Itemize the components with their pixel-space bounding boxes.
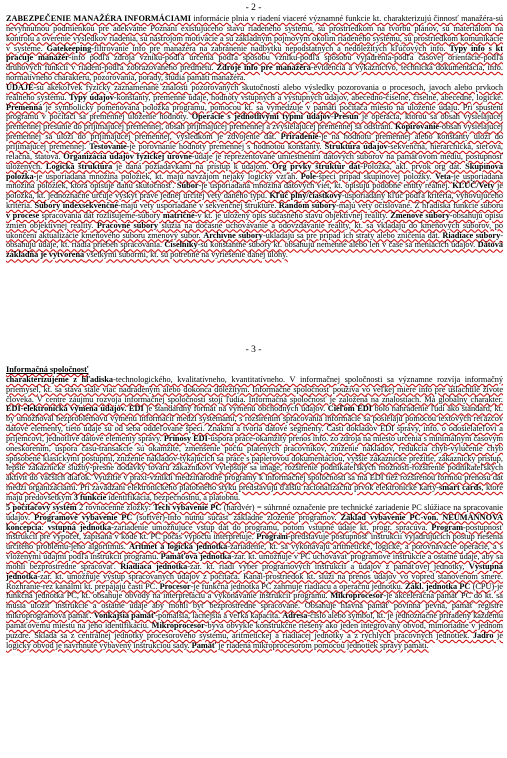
body-text: -filtrovanie info pre manažéra na zabránenie nadbytku nepodstatných a nedôležitých kľúčových info. — [91, 43, 450, 53]
body-text: - — [330, 112, 334, 122]
bold-term: Testovanie — [89, 141, 127, 151]
body-text: -ukladajú sa pre prípad ich straty alebo zničenia dát. — [262, 230, 443, 240]
body-text: -údaje je reprezentované umiestnením dátových súborov na pamäťovom médiu, postupnosť uložených. — [6, 151, 503, 171]
section-information-society — [6, 365, 503, 755]
body-text: identifikácia, bezpečnostnú, a platobnú. — [106, 492, 241, 502]
bold-term: Zdroje info pre manažéra — [216, 63, 311, 73]
body-text: -obsahujú údaje, kt. riadia priebeh spracovania. — [6, 230, 504, 250]
bold-term: ÚDAJE — [6, 82, 34, 92]
body-text: -číslo alebo symbol, kt. je jednoznačne priradený každému pamäťovému miestu na jeho identifikáciu. — [6, 611, 504, 630]
body-text: je symbolicky pomenovaná položka programu, pomocou kt. sa vymedzuje v pamäti počítača miesto na uloženie údaju. Pri spustení programu v počítači sa premennej uloženie hodnoty. — [6, 102, 503, 122]
body-text: bolo nahradenie ľudí ako štandard, kt. by umožňoval bezproblémovú výmenu informácií medzi systémami, s rozšírením spracovania informácie sa posielajú pomocou textových reťazcov dátové elementy, tieto údaje sú od seba oddeľované špeci. Znakmi a tvoria dátové segmenty. Častí dokladov EDI správy, info. o odosielateľovi a príjemcovi, jednotlivé dátové elementy správy. — [6, 404, 503, 443]
bold-term: Vonkajšia pamäť — [93, 611, 156, 621]
bold-term: Programové vybavenie PC — [34, 512, 133, 522]
body-text: -špeci prípad skupinovej položky. — [315, 171, 435, 181]
bold-term: Skupinová položka — [6, 161, 503, 181]
body-text: je riadená mikroprocesorom pomocou jednotiek správy pamätí. — [216, 640, 429, 650]
bold-term: matričné — [162, 210, 195, 220]
body-text: informácie plnia v riadení viaceré významné funkcie kt. charakterizujú činnosť manažéra-sú nevyhnutnou podmienkou pre adekvátne Poznaní existujúceho stavu riadeného systému, sú prostriedkom na tvorbu plánov, sú materiálom na kontrolu a overenie výsledkov riadenia, sú nástrojom motivácie a sú základným pojmovým okolím riadeného systému, sú prostriedkom komunikácie v systéme. — [6, 14, 503, 53]
body-text: -technologického, kvalitatívneho, kvantitatívneho. V informačnej spoločnosti sa významne rozvíja informačný priemysel, kt. sa stáva stále viac nadradeným alebo dokonca dôležitým. Informačné spoločnosť používa vo veľkej miere info pre ušlachtilé živote človeka. V centre záujmu rozvoja informačnej spoločnosti stojí ľudia. Informačná spoločnosť je založená na znalostiach. Má globálny charakter. — [6, 374, 503, 404]
body-text: -zariadenie umožňujúce vstup dát do programu, potom vstupné údaje kt. progr. spracúva. — [111, 522, 432, 532]
page-number-middle: - 3 - — [245, 345, 262, 355]
body-text: -majú vety očíslované. Z hľadiska funkcie súboru — [336, 201, 503, 211]
bold-term: Pole — [300, 171, 316, 181]
bold-term: Zákl. jednotka PC — [404, 581, 471, 591]
bold-term: Adresa — [282, 611, 308, 621]
bold-term: Dátová základňa je vytvorená — [6, 240, 503, 260]
bold-term: Typy info s kt pracuje manažér — [6, 43, 503, 63]
body-text: (softvér)-info nutnú súčasť základne zloženie programov. — [132, 512, 341, 522]
body-text: -v kt. je uložený opis súčasného stavu objektívnej reality. — [194, 210, 391, 220]
bold-term: vstupná jednotka — [47, 522, 112, 532]
body-text: -zar. kt. umožňuje v PC uchovávať programové inštrukcie a ostatné údaje, aby sa mohli bezprostredne spracovať. — [6, 552, 504, 571]
bold-term: Typy údajov — [69, 92, 114, 102]
paragraph-computer-system — [6, 503, 503, 651]
bold-term: Riadiace súbory — [442, 230, 501, 240]
body-text: -je funkčná jednotka PC zahrnuje riadiacu a operačnú jednotku. — [190, 581, 405, 591]
bold-term: Kopírovanie — [394, 122, 440, 132]
bold-term: Gatekeeping — [46, 43, 92, 53]
body-text: -úspora práce-okamžitý prenos info. zo zdroja na miesto určenia s minimálnym časovým oneskorením, úspora času-transakcie sú okamžité, zmenšenie počtu platených pracovníkov, zníženie nákladov, redukcia chýb-vylúčenie chýb spôsobené klasickými postupmi, zníženie nákladov-týkajúcich sa práce s papierovou dokumentáciou, vyššie zákaznícke prežitie, zákaznícky prístup, lepšie zákaznícke služby-presne dodávky tovaru zákazníkovi vylepšuje sa image, rozšírenie podnikateľských možností-rozšírenie podnikateľských aktivít do väčších diaľok. Využitie v praxi-vznikli medzinárodné programy k informačnej spoločnosti sa má EDI tiež rozšírenou formou prenosu dát medzi organizáciami. Pri zavádzaní elektronického platobného styku predstavujú ďalšiu racionalizačnú prvok elektronické karty- — [6, 433, 503, 493]
body-text: -postupnosť inštrukcií pre výpočet, zapísaná v kóde kt. PC počas výpočtu interpretuje. — [6, 522, 503, 542]
bold-term: Kľúč plný/čiastkový — [269, 191, 342, 201]
body-text: -zariadenie, kt. sa vykonávajú aritmetické, logické, a porovnávacie operácie, a s vloženými údajmi podľa inštrukcií programu. — [6, 542, 504, 562]
body-text: -je akceleračná pamäť PC do kt. sa musia uložiť inštrukcie a ostatné údaje aby mohli byť bezprostredne spracované. Obsahuje hlavná pamäť povinná pevná, pamäť registre mikroprogramová pamäť. — [6, 591, 503, 621]
body-text: je daná požiadavkami na prístup k údajom. — [112, 161, 273, 171]
body-text: -sú akékoľvek fyzicky zaznamenané znalosti pozorovaných skutočností alebo výsledky pozorovania o procesoch, javoch alebo prvkoch reálneho systému. — [6, 82, 503, 102]
body-text: -majú vety usporiadané v sekvenčnej štruktúre. — [118, 201, 279, 211]
body-text: -je usporiadaná množina položiek, kt. majú navzájom nejaký logický vzťah. — [33, 171, 301, 181]
page-number-top: - 2 - — [245, 3, 262, 13]
body-text: -Položka, akl. prvok org dát. — [360, 161, 466, 171]
bold-term: Organizácia údajov fyzickej úrovne — [63, 151, 192, 161]
body-text: všetkými súbormi, kt. sú potrebné na vyriešenie danej úlohy. — [84, 250, 288, 260]
body-text: je položka, kt. jednoznačne určuje výskyt práve jednej určitej vety daného typu. — [6, 181, 504, 201]
bold-term: Aritmet a logická jednotka — [128, 542, 228, 552]
body-text: -sú konštantné súbory kt. obsahujú nemenné alebo len v čase sa meniacich údajov. — [197, 240, 478, 250]
bold-term: Súbory indexsekvenčné — [34, 201, 119, 211]
body-text: -konštanty, premenné údaje, hodnoty vstupných a výstupných údajov, abecedno-číselné, číselné, abecedné, logické. — [113, 92, 503, 102]
bold-term: Výstupná jednotka — [6, 561, 503, 581]
bold-term: EDI-elektronická výmena údajov. EDI — [6, 404, 144, 414]
bold-term: Presun — [333, 112, 359, 122]
bold-term: Program — [431, 522, 464, 532]
bold-term: Číselníky — [164, 240, 198, 250]
body-text: -je na hodnotu premennej alebo konštanty uloží do prijímajúcej premennej. — [6, 132, 503, 151]
bold-term: Org prvky štruktúr dát — [272, 161, 361, 171]
body-text: -býva obvykle konštrukčne riešený ako jeden integrovaný obvod, mimoriadne v jednom puzdre. Skladá sa z centrálnej jednotky procesorového systému, aritmetickej a riadiacej jednotky a z rýchlych pracovných jednotiek. — [6, 620, 503, 640]
bold-term: Pamäťová jednotka — [160, 552, 232, 562]
bold-term: Logická štruktúra — [45, 161, 113, 171]
body-text: -je porovnanie hodnoty premennej s hodnotou konštanty. — [126, 141, 325, 151]
body-text: -evidencia a výkazníctvo, technická dokumentácia, info. normatívneho charakteru, pozorovania, porady, štúdia pamätí manažéra. — [6, 63, 503, 83]
body-text: je štandardný formát na výmenu obchodných údajov. — [143, 404, 328, 414]
bold-term: charakterizujeme z hľadiska — [6, 374, 114, 384]
bold-term: Mikroprocesor — [151, 620, 205, 630]
bold-term: Zmenové súbory — [390, 210, 450, 220]
bold-term: Operácie s jednotlivými typmi údajov — [191, 112, 331, 122]
body-text: -usporiadaný kľúč podľa kritéria, vyhovujúceho kritéria. — [6, 191, 504, 211]
bold-term: smart cards — [439, 483, 482, 493]
bold-term: Tech vybavenie PC — [153, 502, 222, 512]
bold-term: 3 funkcie — [73, 492, 107, 502]
body-text: je logický obvod je navrhnuté vybavený inštrukciou sady. — [6, 630, 504, 650]
bold-term: KĽÚČ/Vety — [452, 181, 495, 191]
bold-term: Priradenie — [280, 132, 319, 142]
body-text: 2 rovnocenné zložky: — [76, 502, 154, 512]
bold-term: Štruktúra údajov — [324, 141, 388, 151]
body-text: -info podľa zdroja vzniku-podľa určenia podľa spôsobu vzniku-podľa spôsobu vyjadrenia-podľa časovej orientácie-podľa druhových funkcií v riadení-podľa zobrazovaného predmetu. — [6, 53, 503, 73]
paragraph-edi — [6, 375, 503, 503]
section-heading: Informačná spoločnosť — [6, 365, 89, 374]
body-text: -sekvenčná, hierarchická, sieťová, relačná, štatová. — [6, 141, 504, 161]
bold-term: Jadro — [472, 630, 494, 640]
bold-term: Pracovné súbory — [96, 220, 158, 230]
body-text: (CPU)-je funkčná jednotka PC, kt. obsahuje obvody na interpretáciu a vykonávanie inštrukcií programu. — [6, 581, 503, 601]
body-text: -obsahujú opisu zmien objektívnej reality. — [6, 210, 504, 230]
bold-term: Riadiaca jednotka — [120, 561, 188, 571]
body-text: -predstavuje postupnosť inštrukcií vyjadrujúcich postup riešenia určitého problému-jeho algoritmus. — [6, 532, 503, 552]
body-text: spracovania dát rozlišujeme-súbory — [39, 210, 163, 220]
bold-term: Súbor — [176, 181, 199, 191]
body-text: -obsah vysielajúcej premennej sa uloží do prijímajúcej premennej, výsledkom je zdvojenie dát. — [6, 122, 503, 142]
body-text: -zar. kt. umožňuje výstup spracovaných údajov z počítača. Kanál-prostriedok kt. slúži na prenos údajov vo vopred stanovenom smere. Rozhranie-rez kanálmi kt. prepájajú časti PC. — [6, 571, 503, 591]
body-text: je operácia, ktorou sa obsah vysielajúcej premennej presunie do prijímajúcej premennej, obsah prijímajúcej premennej a zvysielajúcej premennej sa odstráni. — [6, 112, 503, 132]
body-text: (hardvér) = súhrnné označenie pre technické zariadenie PC slúžiace na spracovanie údajov. — [6, 502, 503, 522]
body-text: , ktoré majú predovšetkým — [6, 483, 504, 502]
bold-term: Mikroprocesor — [330, 591, 384, 601]
bold-term: Procesor — [159, 581, 191, 591]
bold-term: ZABEZPEČENIE MANAŽÉRA INFORMÁCIAMI — [6, 14, 194, 23]
bold-term: Pamäť — [191, 640, 217, 650]
bold-term: Premenná — [6, 102, 43, 112]
bold-term: 5 počítačový systém — [6, 502, 77, 512]
bold-term: Random súbory — [278, 201, 337, 211]
paragraph-data-types — [6, 83, 503, 260]
bold-term: Cieľom EDI — [327, 404, 372, 414]
body-text: slúžia na dočasné uchovávanie a odovzdávanie reality, kt. sa vkladajú do kmeňových súborov, po ukončení aktualizácie kmeňového súboru zmenový súbor. — [6, 220, 503, 240]
bold-term: v procese — [6, 210, 40, 220]
body-text: -je usporiadaná množina dátových viet, kt. opisujú podobné entity reálnej. — [198, 181, 453, 191]
bold-term: Prínosy EDI — [163, 433, 208, 443]
bold-term: Základ vybavenie PC-von. NEUMANNOVA koncepcia — [6, 512, 503, 532]
section-manager-information — [6, 14, 503, 334]
bold-term: Program — [256, 532, 288, 542]
body-text: : — [41, 522, 48, 532]
paragraph-information-for-manager — [6, 14, 503, 83]
body-text: -je usporiadaná množina položiek, ktorá opisuje danú skutočnosť. — [6, 171, 503, 191]
bold-term: Veta — [434, 171, 451, 181]
bold-term: Archívne súbory — [203, 230, 263, 240]
body-text: -pomalšia, lacnejšia a veľká kapacita. — [155, 611, 283, 621]
body-text: -zar. kt. riadi výber programových inštrukcií a údajov z pamäťovej jednotky, — [187, 561, 469, 571]
